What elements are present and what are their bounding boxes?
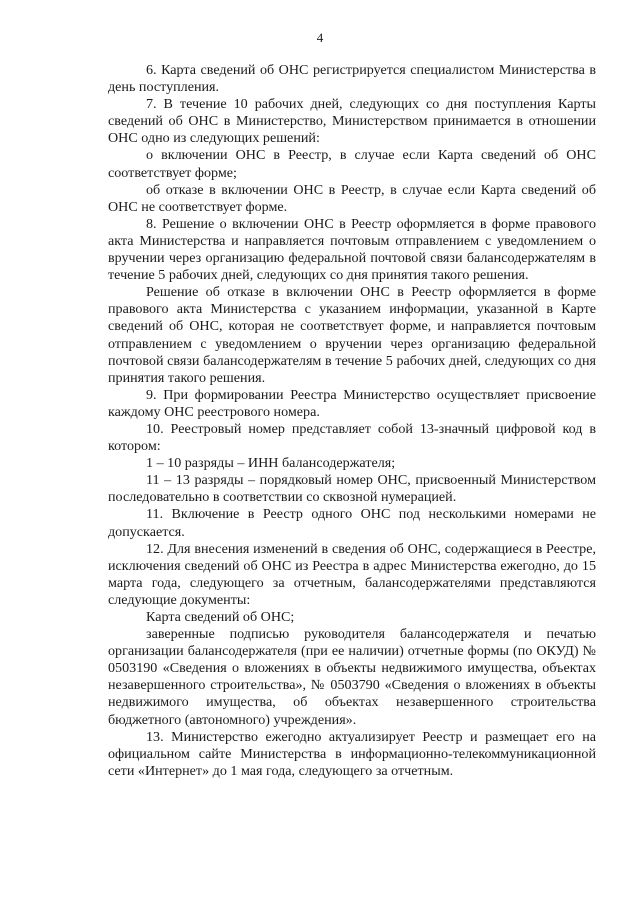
document-body: [108, 62, 596, 780]
paragraph-10-digits-1-10: 1 – 10 разряды – ИНН балансодержателя;: [146, 455, 396, 472]
paragraph-11: 11. Включение в Реестр одного ОНС под несколькими номерами не допускается.: [108, 506, 596, 540]
paragraph-7-option-refuse: об отказе в включении ОНС в Реестр, в случае если Карта сведений об ОНС не соответствует форме.: [108, 181, 596, 215]
paragraph-10-digits-11-13: 11 – 13 разряды – порядковый номер ОНС, присвоенный Министерством последовательно в соответствии со сквозной нумерацией.: [108, 472, 596, 506]
paragraph-12-reports: заверенные подписью руководителя балансодержателя и печатью организации балансодержателя (при ее наличии) отчетные формы (по ОКУД) № 0503190 «Сведения о вложениях в объекты недвижимого имущества, объектах незавершенного строительства», № 0503790 «Сведения о вложениях в объекты недвижимого имущества, об объектах незавершенного строительства бюджетного (автономного) учреждения».: [108, 626, 596, 728]
paragraph-7-option-include: о включении ОНС в Реестр, в случае если Карта сведений об ОНС соответствует форме;: [108, 147, 596, 181]
page-number: 4: [316, 30, 324, 45]
paragraph-10: 10. Реестровый номер представляет собой 13-значный цифровой код в котором:: [108, 420, 596, 455]
paragraph-8-refusal: Решение об отказе в включении ОНС в Реестр оформляется в форме правового акта Министерства с указанием информации, указанной в Карте сведений об ОНС, которая не соответствует форме, и направляется почтовым отправлением с уведомлением о вручении через организацию федеральной почтовой связи балансодержателям в течение 5 рабочих дней, следующих со дня принятия такого решения.: [108, 284, 596, 386]
paragraph-7: 7. В течение 10 рабочих дней, следующих со дня поступления Карты сведений об ОНС в Министерство, Министерством принимается в отношении ОНС одно из следующих решений:: [108, 96, 596, 147]
paragraph-12: 12. Для внесения изменений в сведения об ОНС, содержащиеся в Реестре, исключения сведений об ОНС из Реестра в адрес Министерства ежегодно, до 15 марта года, следующего за отчетным, балансодержателями представляются следующие документы:: [108, 540, 596, 608]
paragraph-12-card: Карта сведений об ОНС;: [146, 609, 295, 625]
paragraph-9: 9. При формировании Реестра Министерство осуществляет присвоение каждому ОНС реестрового номера.: [108, 386, 596, 420]
paragraph-13: 13. Министерство ежегодно актуализирует Реестр и размещает его на официальном сайте Министерства в информационно-телекоммуникационной сети «Интернет» до 1 мая года, следующего за отчетным.: [108, 728, 596, 779]
paragraph-8: 8. Решение о включении ОНС в Реестр оформляется в форме правового акта Министерства и направляется почтовым отправлением с уведомлением о вручении через организацию федеральной почтовой связи балансодержателям в течение 5 рабочих дней, следующих со дня принятия такого решения.: [108, 215, 596, 284]
paragraph-6: 6. Карта сведений об ОНС регистрируется специалистом Министерства в день поступления.: [108, 62, 596, 96]
